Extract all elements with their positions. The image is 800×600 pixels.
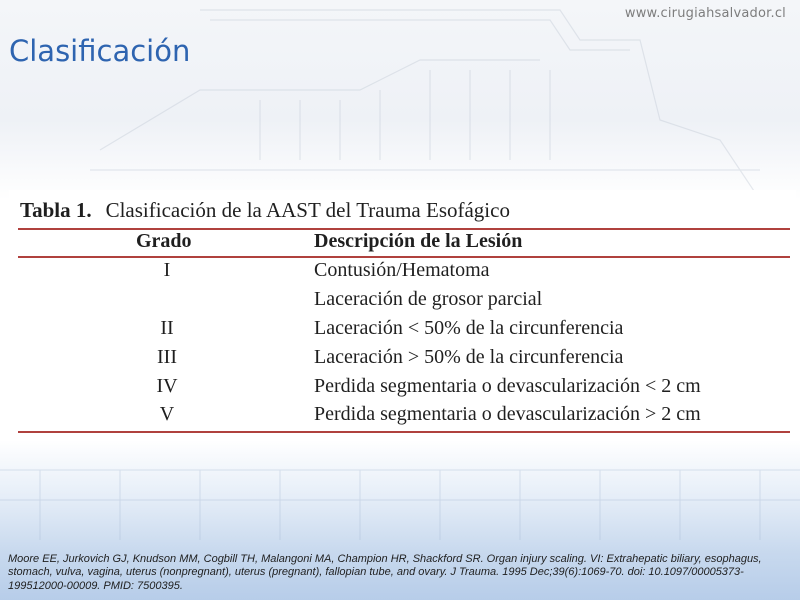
table-caption xyxy=(20,198,510,223)
grade-cell: I xyxy=(163,259,171,281)
site-url: www.cirugiahsalvador.cl xyxy=(624,6,786,21)
grade-cell: III xyxy=(157,346,177,368)
column-header-description: Descripción de la Lesión xyxy=(314,230,523,252)
grade-cell: II xyxy=(160,317,174,339)
description-cell: Laceración de grosor parcial xyxy=(314,288,543,310)
reference-footnote: Moore EE, Jurkovich GJ, Knudson MM, Cogbill TH, Malangoni MA, Champion HR, Shackford SR. Organ injury scaling. VI: Extrahepatic biliary, esophagus, stomach, vulva, vagina, uterus (nonpregnant), uterus (pregnant), fallopian tube, and ovary. J Trauma. 1995 Dec;39(6):1069-70. doi: 10.1097/00005373-199512000-00009. PMID: 7500395. xyxy=(8,553,762,592)
table-caption-text: Clasificación de la AAST del Trauma Esofágico xyxy=(105,198,510,222)
table-caption-label: Tabla 1. xyxy=(20,198,92,222)
table-row xyxy=(9,288,796,317)
building-watermark xyxy=(0,0,800,200)
description-cell: Perdida segmentaria o devascularización > 2 cm xyxy=(314,403,701,425)
table-row xyxy=(9,403,796,432)
classification-table xyxy=(9,190,796,440)
grade-cell: IV xyxy=(156,375,178,397)
table-row xyxy=(9,375,796,404)
description-cell: Laceración < 50% de la circunferencia xyxy=(314,317,624,339)
table-row xyxy=(9,346,796,375)
description-cell: Perdida segmentaria o devascularización < 2 cm xyxy=(314,375,701,397)
table-row xyxy=(9,317,796,346)
bottom-rule xyxy=(18,431,790,433)
slide-title: Clasificación xyxy=(9,34,191,68)
description-cell: Laceración > 50% de la circunferencia xyxy=(314,346,624,368)
grade-cell: V xyxy=(159,403,175,425)
header-rule xyxy=(18,256,790,258)
column-header-grade: Grado xyxy=(136,230,192,252)
description-cell: Contusión/Hematoma xyxy=(314,259,490,281)
table-row xyxy=(9,259,796,288)
